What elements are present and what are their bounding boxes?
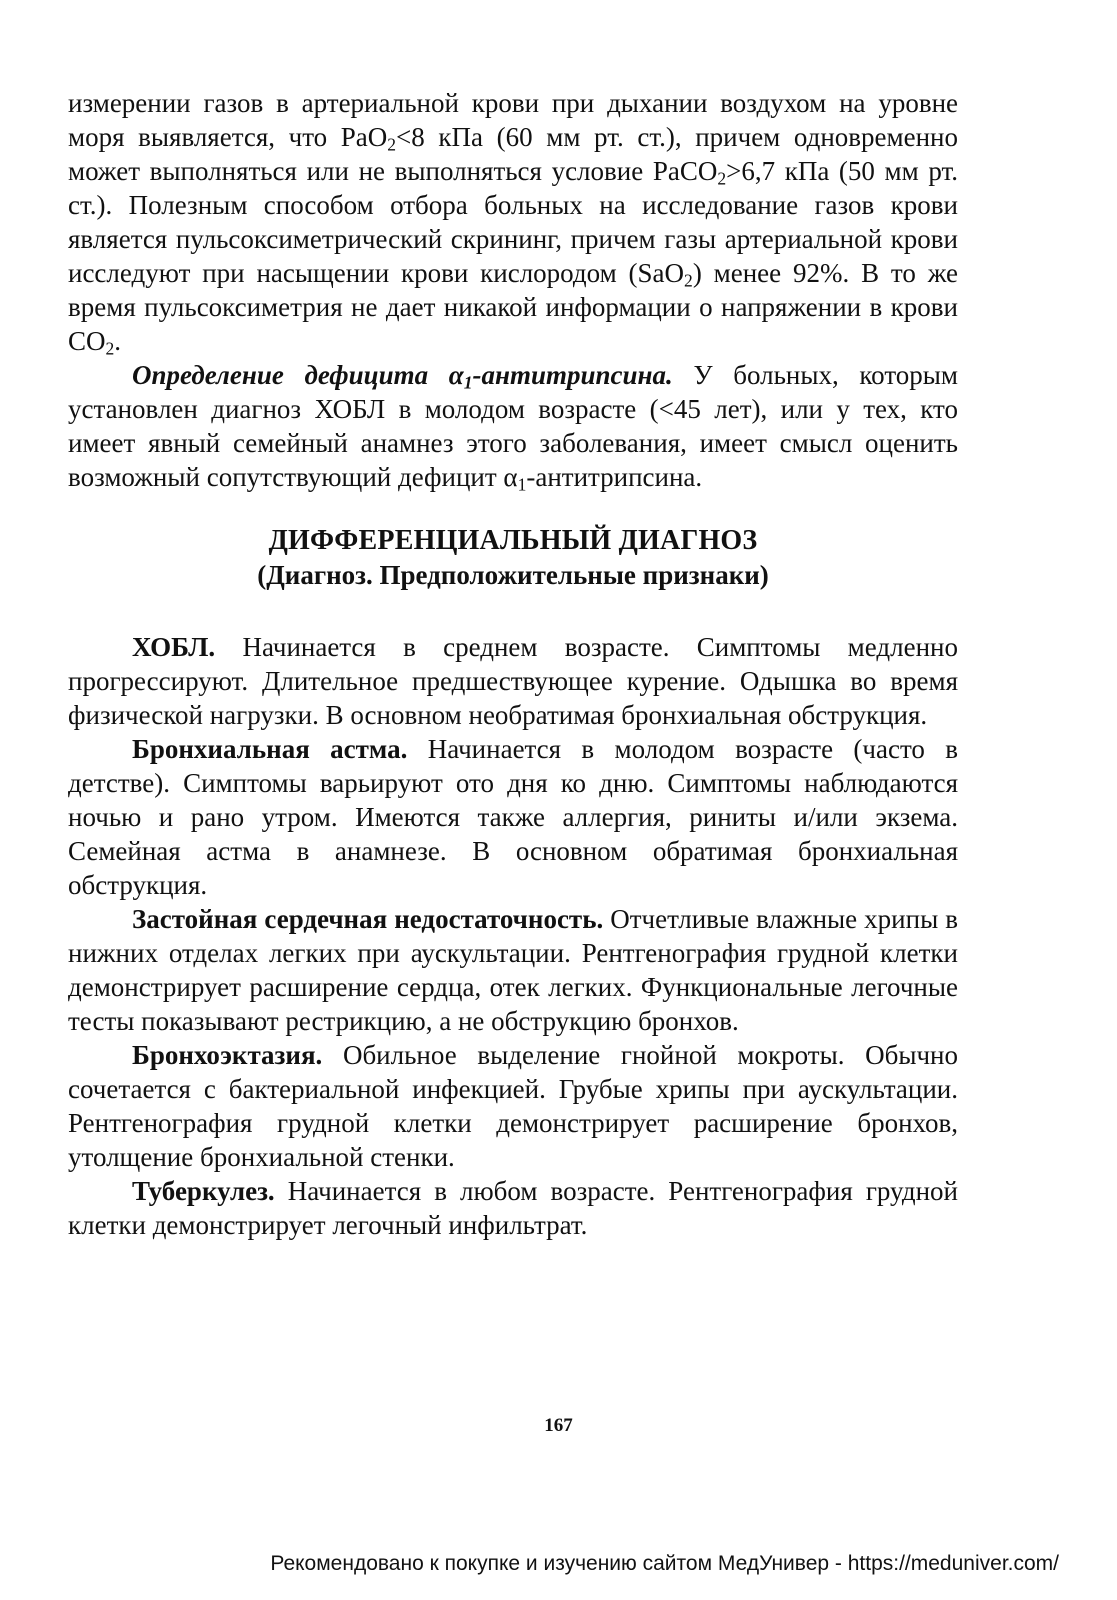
alpha-title — [132, 360, 673, 393]
footer-link-text[interactable]: Рекомендовано к покупке и изучению сайтом МедУнивер - https://meduniver.com/ — [270, 1552, 1059, 1575]
entry-bronchiectasis — [68, 1038, 958, 1174]
intro-text-4: ) менее 92%. В то же время пульсоксиметрия не дает никакой информации о напряжении в крови CO — [68, 258, 958, 356]
intro-text-1: измерении газов в артериальной крови при дыхании воздухом на уровне моря выявляется, что PaO — [68, 88, 958, 152]
entry-term: ХОБЛ. — [132, 632, 216, 662]
subscript: 2 — [717, 168, 727, 189]
page-number: 167 — [544, 1415, 573, 1436]
entry-heart-failure — [68, 902, 958, 1038]
entry-copd — [68, 630, 958, 732]
entry-text: Начинается в любом возрасте. Рентгенография грудной клетки демонстрирует легочный инфильтрат. — [68, 1176, 958, 1240]
alpha-title-part-1: Определение дефицита α — [132, 360, 464, 390]
entry-term: Туберкулез. — [132, 1176, 275, 1206]
intro-paragraph — [68, 86, 958, 358]
section-subheading: (Диагноз. Предположительные признаки) — [257, 560, 769, 590]
entry-text: Обильное выделение гнойной мокроты. Обычно сочетается с бактериальной инфекцией. Грубые хрипы при аускультации. Рентгенография грудной клетки демонстрирует расширение бронхов, утолщение бронхиальной стенки. — [68, 1040, 958, 1172]
alpha-text-2: -антитрипсина. — [526, 462, 703, 492]
alpha-text-1: У больных, которым установлен диагноз ХОБЛ в молодом возрасте (<45 лет), или у тех, кто имеет явный семейный анамнез этого заболевания, имеет смысл оценить возможный сопутствующий дефицит α — [68, 360, 958, 492]
page-content — [68, 86, 958, 1242]
alpha-title-part-2: -антитрипсина. — [472, 360, 673, 390]
entry-tuberculosis — [68, 1174, 958, 1242]
intro-text-2: <8 кПа (60 мм рт. ст.), причем одновременно может выполняться или не выполняться условие PaCO — [68, 122, 958, 186]
subscript: 2 — [105, 338, 115, 359]
entry-text: Начинается в среднем возрасте. Симптомы медленно прогрессируют. Длительное предшествующее курение. Одышка во время физической нагрузки. В основном необратимая бронхиальная обструкция. — [68, 632, 958, 730]
intro-text-5: . — [114, 326, 122, 356]
entry-term: Бронхоэктазия. — [132, 1040, 323, 1070]
subscript: 2 — [684, 270, 693, 291]
subscript: 2 — [387, 134, 397, 155]
subscript: 1 — [517, 474, 527, 495]
entry-text: Начинается в молодом возрасте (часто в детстве). Симптомы варьируют ото дня ко дню. Симптомы наблюдаются ночью и рано утром. Имеются также аллергия, риниты и/или экзема. Семейная астма в анамнезе. В основном обратимая бронхиальная обструкция. — [68, 734, 958, 900]
section-heading: ДИФФЕРЕНЦИАЛЬНЫЙ ДИАГНОЗ — [268, 525, 758, 556]
entry-term: Застойная сердечная недостаточность. — [132, 904, 604, 934]
entry-asthma — [68, 732, 958, 902]
entry-term: Бронхиальная астма. — [132, 734, 408, 764]
intro-text-3: >6,7 кПа (50 мм рт. ст.). Полезным способом отбора больных на исследование газов крови является пульсоксиметрический скрининг, причем газы артериальной крови исследуют при насыщении крови кислородом (SaO — [68, 156, 958, 288]
subscript: 1 — [463, 372, 473, 393]
entry-text: Отчетливые влажные хрипы в нижних отделах легких при аускультации. Рентгенография грудной клетки демонстрирует расширение сердца, отек легких. Функциональные легочные тесты показывают рестрикцию, а не обструкцию бронхов. — [68, 904, 958, 1036]
alpha-paragraph — [68, 358, 958, 494]
